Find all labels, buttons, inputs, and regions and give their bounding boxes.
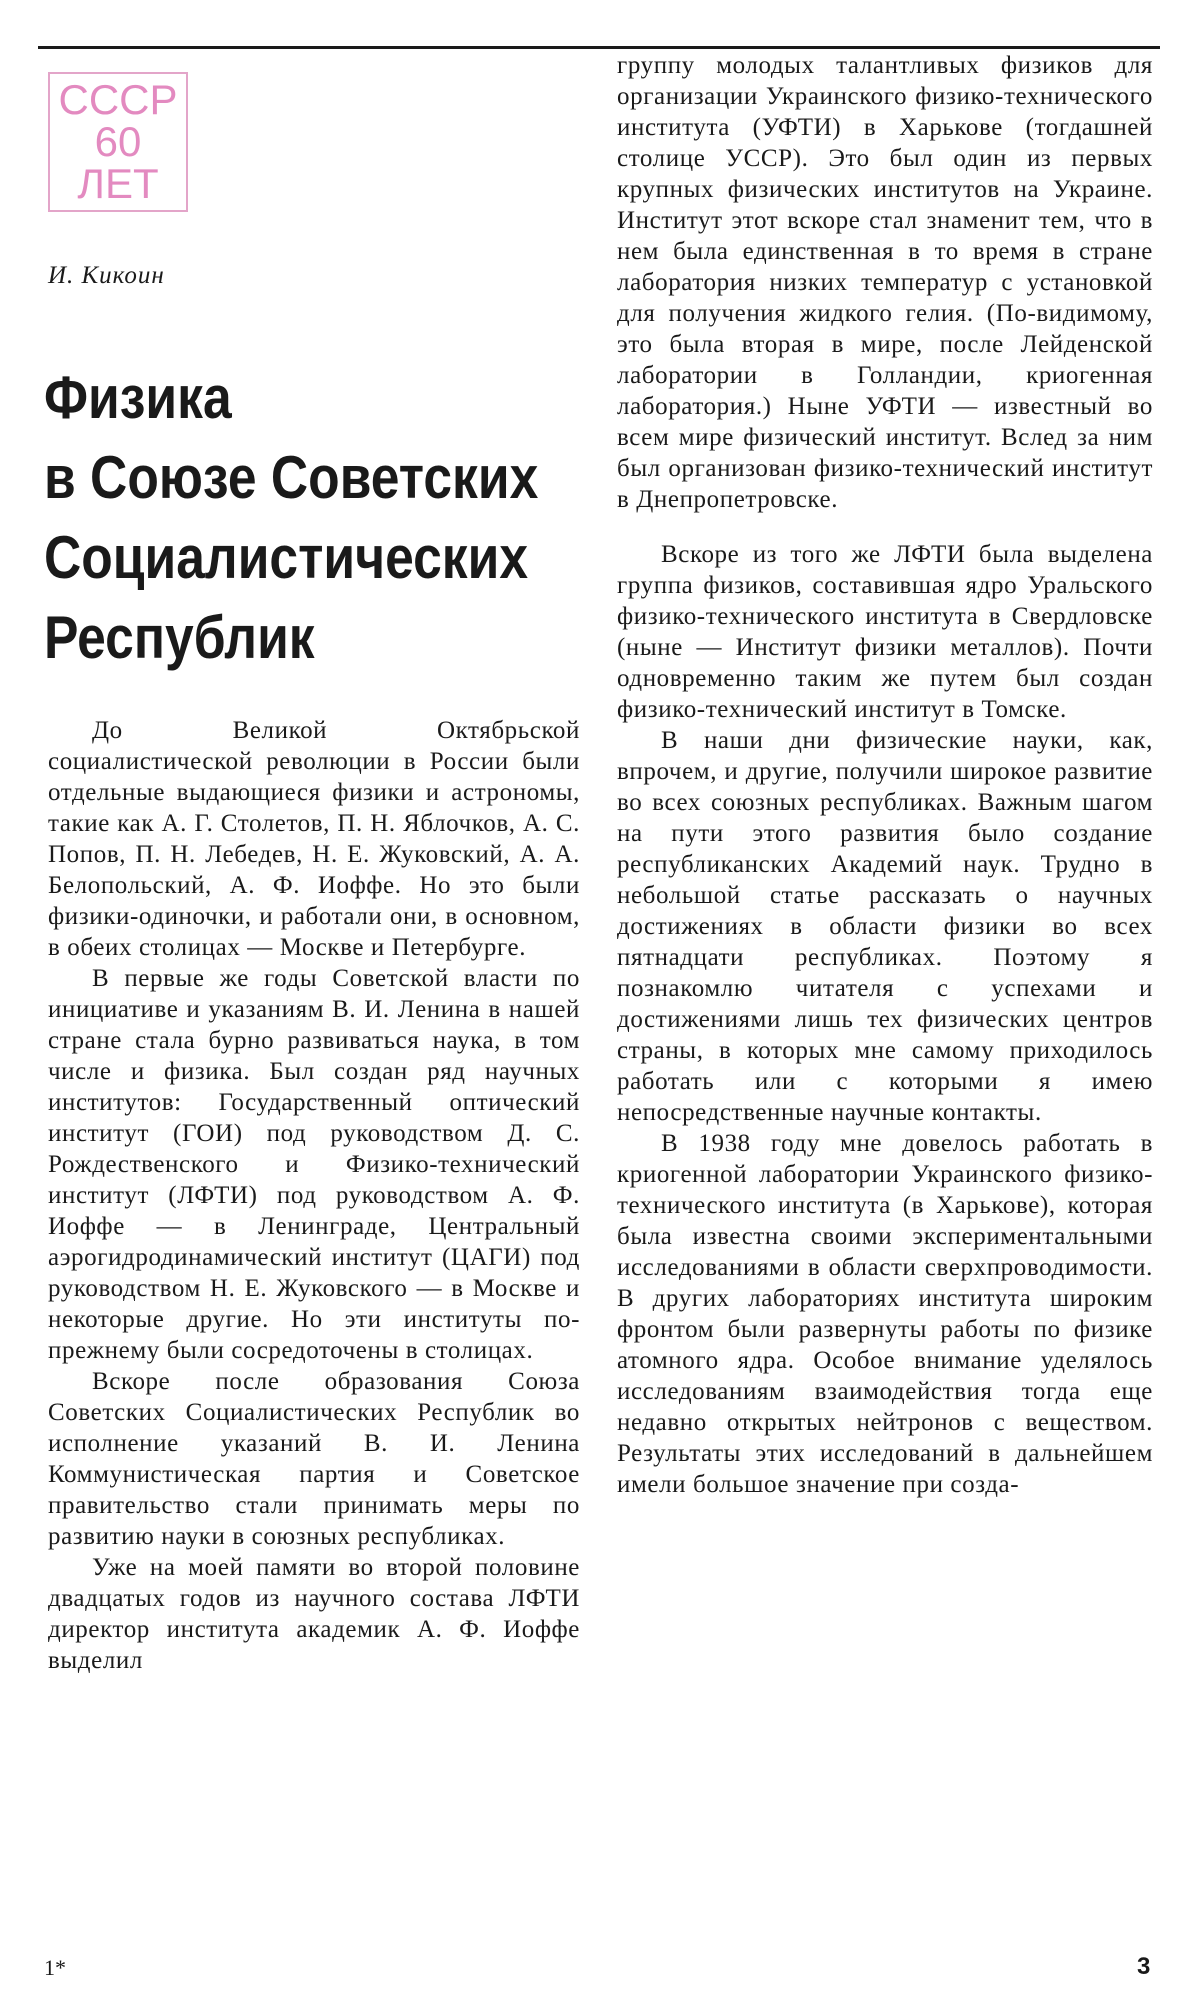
title-line: Социалистических — [44, 524, 529, 591]
article-title — [44, 358, 539, 678]
paragraph: В 1938 году мне довелось работать в криогенной лаборатории Украинского физико-технического института (в Харькове), которая была известна своими экспериментальными исследованиями в области сверхпроводимости. В других лабораториях института широким фронтом были развернуты работы по физике атомного ядра. Особое внимание уделялось исследованиям взаимодействия тогда еще недавно открытых нейтронов с веществом. Результаты этих исследований в дальнейшем имели большое значение при созда- — [617, 1130, 1153, 1498]
signature-mark: 1* — [44, 1955, 66, 1980]
title-line: Республик — [44, 604, 315, 671]
left-column — [48, 715, 580, 1676]
paragraph: Вскоре после образования Союза Советских Социалистических Республик во исполнение указаний В. И. Ленина Коммунистическая партия и Советское правительство стали принимать меры по развитию науки в союзных республиках. — [48, 1368, 580, 1550]
right-column — [617, 50, 1153, 1500]
paragraph: В наши дни физические науки, как, впрочем, и другие, получили широкое развитие во всех союзных республиках. Важным шагом на пути этого развития было создание республиканских Академий наук. Трудно в небольшой статье рассказать о научных достижениях в области физики во всех пятнадцати республиках. Поэтому я познакомлю читателя с успехами и достижениями лишь тех физических центров страны, в которых мне самому приходилось работать или с которыми я имею непосредственные научные контакты. — [617, 727, 1153, 1126]
title-line: в Союзе Советских — [44, 444, 539, 511]
paragraph: В первые же годы Советской власти по инициативе и указаниям В. И. Ленина в нашей стране стала бурно развиваться наука, в том числе и физика. Был создан ряд научных институтов: Государственный оптический институт (ГОИ) под руководством Д. С. Рождественского и Физико-технический институт (ЛФТИ) под руководством А. Ф. Иоффе — в Ленинграде, Центральный аэрогидродинамический институт (ЦАГИ) под руководством Н. Е. Жуковского — в Москве и некоторые другие. Но эти институты по-прежнему были сосредоточены в столицах. — [48, 965, 580, 1364]
title-line: Физика — [44, 364, 232, 431]
paragraph: Вскоре из того же ЛФТИ была выделена группа физиков, составившая ядро Уральского физико-технического института в Свердловске (ныне — Институт физики металлов). Почти одновременно таким же путем был создан физико-технический институт в Томске. — [617, 541, 1153, 723]
ussr-60-years-logo — [48, 72, 188, 212]
logo-line-3: ЛЕТ — [77, 160, 159, 207]
page-number: 3 — [1137, 1953, 1151, 1980]
author: И. Кикоин — [48, 262, 165, 289]
paragraph: До Великой Октябрьской социалистической революции в России были отдельные выдающиеся физики и астрономы, такие как А. Г. Столетов, П. Н. Яблочков, А. С. Попов, П. Н. Лебедев, Н. Е. Жуковский, А. А. Белопольский, А. Ф. Иоффе. Но это были физики-одиночки, и работали они, в основном, в обеих столицах — Москве и Петербурге. — [48, 717, 580, 961]
logo-line-1: СССР — [58, 76, 178, 123]
paragraph: группу молодых талантливых физиков для организации Украинского физико-технического института (УФТИ) в Харькове (тогдашней столице УССР). Это был один из первых крупных физических институтов на Украине. Институт этот вскоре стал знаменит тем, что в нем была единственная в то время в стране лаборатория низких температур с установкой для получения жидкого гелия. (По-видимому, это была вторая в мире, после Лейденской лаборатории в Голландии, криогенная лаборатория.) Ныне УФТИ — известный во всем мире физический институт. Вслед за ним был организован физико-технический институт в Днепропетровске. — [617, 52, 1153, 513]
logo-line-2: 60 — [94, 118, 142, 165]
top-rule — [38, 46, 1160, 49]
logo-graphic — [50, 74, 186, 210]
paragraph: Уже на моей памяти во второй половине двадцатых годов из научного состава ЛФТИ директор института академик А. Ф. Иоффе выделил — [48, 1554, 580, 1674]
